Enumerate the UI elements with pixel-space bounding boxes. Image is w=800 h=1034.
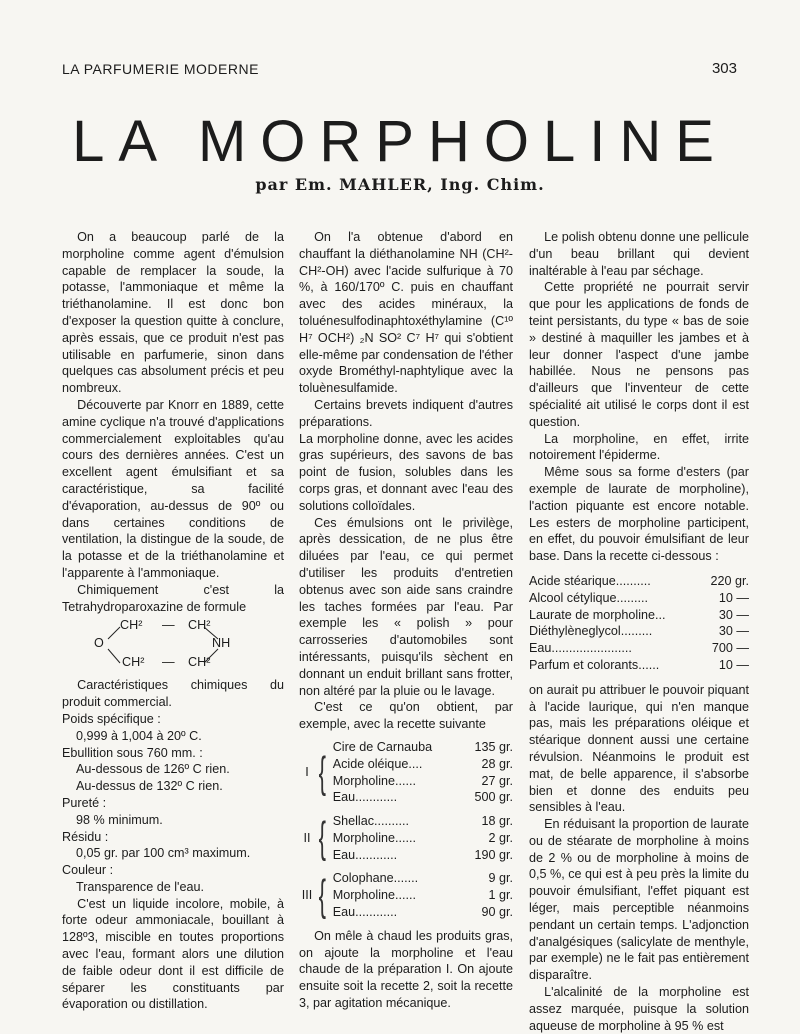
column-3 xyxy=(529,229,749,1034)
ingredient-row: Eau....................... 700 — xyxy=(529,641,749,656)
recipe-table xyxy=(299,739,513,921)
paragraph: Certains brevets indiquent d'autres préparations. xyxy=(299,397,513,429)
paragraph: on aurait pu attribuer le pouvoir piquant à l'acide laurique, qui n'en manque pas, mais les préparations oléique et stéarique donnent aussi une certaine révulsion. Néanmoins le produit est mat, de belle apparence, il s'absorbe bien et donne des enduits peu sensibles à l'eau. xyxy=(529,682,749,815)
recipe-number: I xyxy=(305,765,309,780)
formula-nh: NH xyxy=(212,636,231,651)
paragraph: Le polish obtenu donne une pellicule d'un beau brillant qui devient inaltérable à l'eau par séchage. xyxy=(529,230,749,278)
recipe-row: Morpholine...... 1 gr. xyxy=(332,888,513,903)
recipe-number: II xyxy=(303,830,311,845)
ingredient-table xyxy=(529,573,749,674)
page-number: 303 xyxy=(711,60,737,77)
paragraph: Même sous sa forme d'esters (par exemple de laurate de morpholine), l'action piquante est encore notable. Les esters de morpholine participent, en effet, du pouvoir émulsifiant de leur base. Dans la recette ci-dessous : xyxy=(529,465,749,564)
structural-formula xyxy=(62,617,284,675)
formula-oxygen: O xyxy=(94,636,104,651)
paragraph: On a beaucoup parlé de la morpholine comme agent d'émulsion capable de remplacer la soude, la potasse, l'ammoniaque et même la triéthanolamine. Il est donc bon d'exposer la question quitte à conclure, après essais, que ce produit n'est pas utilisable en parfumerie, sinon dans quelques cas absolument précis et peu nombreux. xyxy=(62,230,284,396)
property-value: 0,999 à 1,004 à 20º C. xyxy=(76,728,202,743)
recipe-row: Morpholine...... 27 gr. xyxy=(332,773,513,788)
recipe-number: III xyxy=(301,888,313,903)
paragraph: L'alcalinité de la morpholine est assez marquée, puisque la solution aqueuse de morpholine à 95 % est xyxy=(529,985,749,1033)
brace-icon: { xyxy=(318,747,327,797)
recipe-row: Acide oléique.... 28 gr. xyxy=(332,756,513,771)
property-label: Pureté : xyxy=(62,795,107,810)
property-label: Couleur : xyxy=(62,863,114,878)
byline: par Em. MAHLER, Ing. Chim. xyxy=(255,175,545,194)
brace-icon: { xyxy=(318,870,327,920)
ingredient-row: Laurate de morpholine... 30 — xyxy=(529,607,749,622)
property-value: Au-dessus de 132º C rien. xyxy=(76,779,223,794)
paragraph: C'est un liquide incolore, mobile, à forte odeur ammoniacale, bouillant à 128º3, miscible en toutes proportions avec l'eau, formant alors une dilution de faible odeur dont il est difficile de séparer les constituants par évaporation ou distillation. xyxy=(62,896,284,1012)
property-label: Ebullition sous 760 mm. : xyxy=(62,745,203,760)
formula-ch2: CH² xyxy=(188,655,211,670)
recipe-group xyxy=(299,739,513,806)
recipe-group xyxy=(299,870,513,920)
paragraph: Découverte par Knorr en 1889, cette amine cyclique n'a trouvé d'applications commercialement exploitables qu'au cours des dernières années. C'est un excellent agent émulsifiant et sa caractéristique, sa facilité d'évaporation, au-dessus de 90º ou dans certaines conditions de ventilation, la distingue de la soude, de la potasse et de la triéthanolamine et l'apparente à l'ammoniaque. xyxy=(62,397,284,580)
formula-ch2: CH² xyxy=(120,618,143,633)
recipe-row: Eau............ 500 gr. xyxy=(332,790,513,805)
paragraph: La morpholine donne, avec les acides gras supérieurs, des savons de bas point de fusion, solubles dans les corps gras, et donnant avec l'eau des solutions colloïdales. xyxy=(299,431,513,513)
property-value: 98 % minimum. xyxy=(76,812,163,827)
recipe-row: Eau............ 90 gr. xyxy=(332,905,513,920)
recipe-row: Morpholine...... 2 gr. xyxy=(332,830,513,845)
property-value: Transparence de l'eau. xyxy=(76,879,204,894)
property-label: Poids spécifique : xyxy=(62,711,161,726)
paragraph: C'est ce qu'on obtient, par exemple, avec la recette suivante xyxy=(299,700,513,732)
recipe-row: Colophane....... 9 gr. xyxy=(332,871,513,886)
ingredient-row: Diéthylèneglycol......... 30 — xyxy=(529,624,749,639)
ingredient-row: Parfum et colorants...... 10 — xyxy=(529,657,749,672)
article-title: LA MORPHOLINE xyxy=(72,109,728,174)
brace-icon: { xyxy=(318,813,327,863)
paragraph: On mêle à chaud les produits gras, on ajoute la morpholine et l'eau chaude de la préparation I. On ajoute ensuite soit la recette 2, soit la recette 3, par agitation mécanique. xyxy=(299,928,513,1011)
formula-bond: — xyxy=(162,655,175,670)
column-2 xyxy=(299,229,513,1012)
formula-bond: — xyxy=(162,618,175,633)
paragraph: Caractéristiques chimiques du produit commercial. xyxy=(62,678,284,710)
formula-ch2: CH² xyxy=(122,655,145,670)
recipe-row: Cire de Carnauba 135 gr. xyxy=(332,739,513,754)
paragraph: La morpholine, en effet, irrite notoirement l'épiderme. xyxy=(529,431,749,463)
recipe-row: Eau............ 190 gr. xyxy=(332,847,513,862)
journal-header: LA PARFUMERIE MODERNE xyxy=(62,61,259,77)
paragraph: On l'a obtenue d'abord en chauffant la diéthanolamine NH (CH²-CH²-OH) avec l'acide sulfurique à 70 %, à 160/170º C. puis en chauffant avec des acides minéraux, la toluénesulfodinaphtoxéthylamine (C¹º H⁷ OCH²) ₂N SO² C⁷ H⁷ qui s'obtient elle-même par condensation de l'éther oxyde Brométhyl-naphtylique avec la toluènesulfamide. xyxy=(299,230,513,396)
recipe-row: Shellac.......... 18 gr. xyxy=(332,814,513,829)
recipe-group xyxy=(299,813,513,863)
paragraph: Chimiquement c'est la Tetrahydroparoxazine de formule xyxy=(62,582,284,614)
property-value: 0,05 gr. par 100 cm³ maximum. xyxy=(76,846,251,861)
formula-ch2: CH² xyxy=(188,618,211,633)
paragraph: En réduisant la proportion de laurate ou de stéarate de morpholine à moins de 2 % ou de morpholine à moins de 0,5 %, ce qui est à peu près la limite du pouvoir émulsifiant, l'effet piquant est léger, mais perceptible néanmoins pendant un certain temps. L'adjonction d'analgésiques (salicylate de menthyle, par exemple) ne le fait pas entièrement disparaître. xyxy=(529,817,749,983)
property-label: Résidu : xyxy=(62,829,109,844)
paragraph: Cette propriété ne pourrait servir que pour les applications de fonds de teint persistants, du type « bas de soie » destiné à maquiller les jambes et à leur donner l'aspect d'une jambe habillée. Nous ne pensons pas d'ailleurs que l'inventeur de cette spécialité ait utilisé le corps dont il est question. xyxy=(529,280,749,429)
paragraph: Ces émulsions ont le privilège, après dessication, de ne plus être diluées par l'eau, ce qui permet d'utiliser les produits d'entretien obtenus avec son aide sans craindre les taches formées par l'eau. Par exemple les « polish » pour carrosseries d'automobiles sont intéressants, puisqu'ils sèchent en donnant un enduit brillant sans frotter, non altéré par la pluie ou le lavage. xyxy=(299,515,513,698)
ingredient-row: Alcool cétylique......... 10 — xyxy=(529,590,749,605)
ingredient-row: Acide stéarique.......... 220 gr. xyxy=(529,573,749,588)
column-1 xyxy=(62,229,284,1013)
property-value: Au-dessous de 126º C rien. xyxy=(76,762,230,777)
